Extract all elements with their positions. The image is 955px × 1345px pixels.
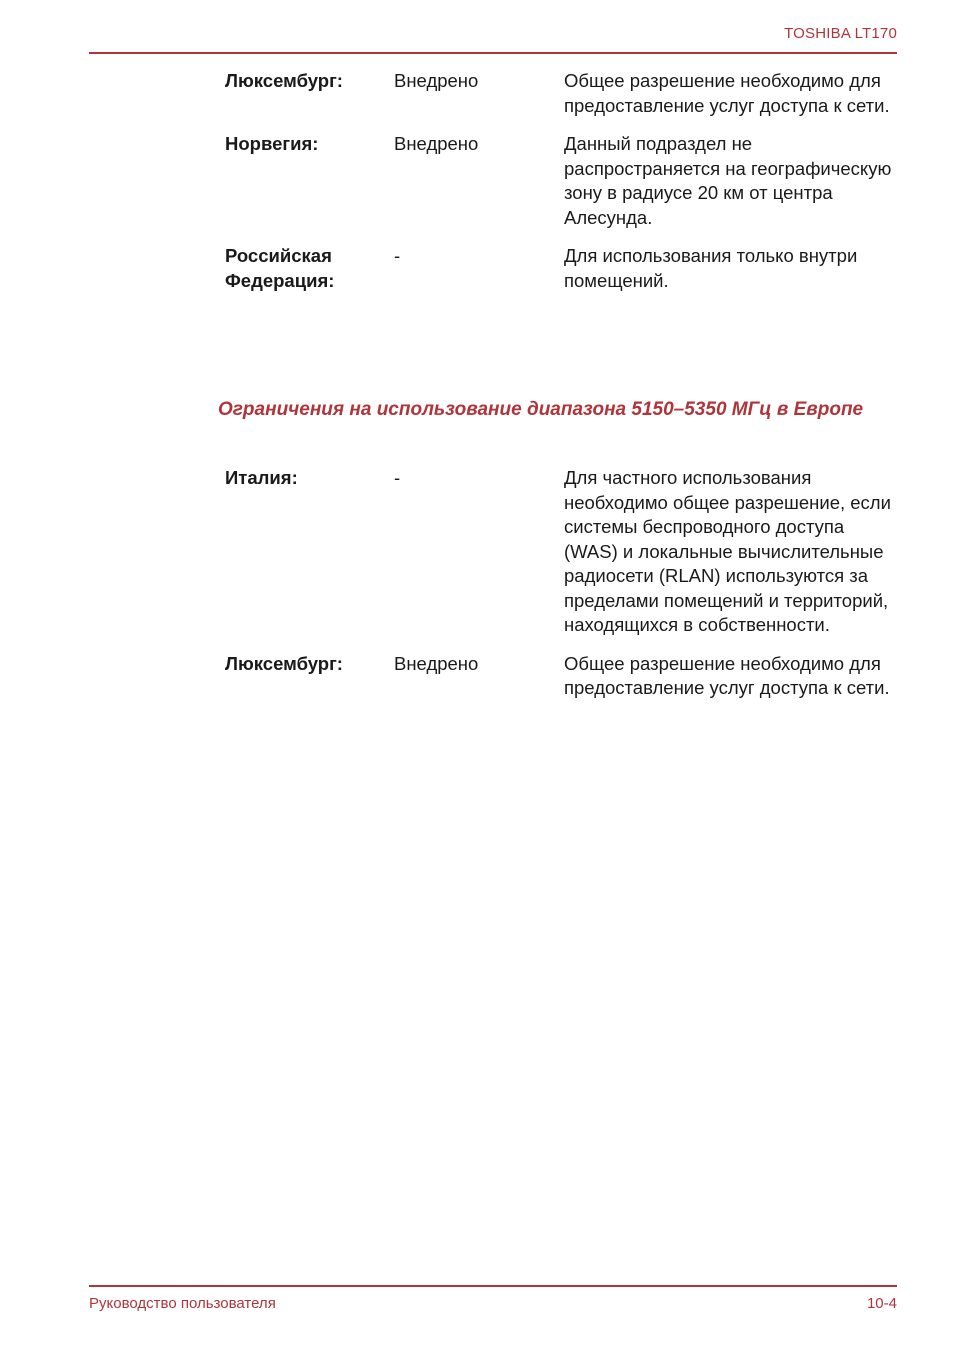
- table-row: [225, 652, 895, 701]
- status-cell: -: [394, 467, 401, 488]
- note-cell: Общее разрешение необходимо для предоставление услуг доступа к сети.: [564, 70, 890, 116]
- table-row: [225, 244, 895, 293]
- country-cell: Российская Федерация:: [225, 245, 335, 291]
- table-row: [225, 132, 895, 230]
- status-cell: Внедрено: [394, 652, 479, 674]
- status-cell: -: [394, 245, 401, 266]
- country-cell: Норвегия:: [225, 133, 319, 154]
- header-rule: [89, 52, 897, 54]
- note-cell: Общее разрешение необходимо для предоставление услуг доступа к сети.: [564, 652, 890, 698]
- status-cell: Внедрено: [394, 133, 479, 154]
- note-cell: Для частного использования необходимо общее разрешение, если системы беспроводного доступа (WAS) и локальные вычислительные радиосети (RLAN) используются за пределами помещений и территорий, находящихся в собственности.: [564, 467, 891, 635]
- page-number: 10-4: [866, 1295, 897, 1312]
- header-title: TOSHIBA LT170: [784, 25, 897, 42]
- country-cell: Люксембург:: [225, 652, 343, 674]
- regulation-table-1: [225, 69, 895, 293]
- table-row: [225, 69, 895, 118]
- note-cell: Данный подраздел не распространяется на географическую зону в радиусе 20 км от центра Алесунда.: [564, 133, 892, 228]
- regulation-table-2: [225, 466, 895, 701]
- note-cell: Для использования только внутри помещений.: [564, 245, 858, 291]
- footer-title: Руководство пользователя: [89, 1295, 276, 1312]
- table-row: [225, 466, 895, 638]
- footer-rule: [89, 1285, 897, 1287]
- country-cell: Люксембург:: [225, 70, 343, 91]
- status-cell: Внедрено: [394, 70, 479, 91]
- country-cell: Италия:: [225, 467, 298, 488]
- section-heading: Ограничения на использование диапазона 5150–5350 МГц в Европе: [218, 399, 864, 420]
